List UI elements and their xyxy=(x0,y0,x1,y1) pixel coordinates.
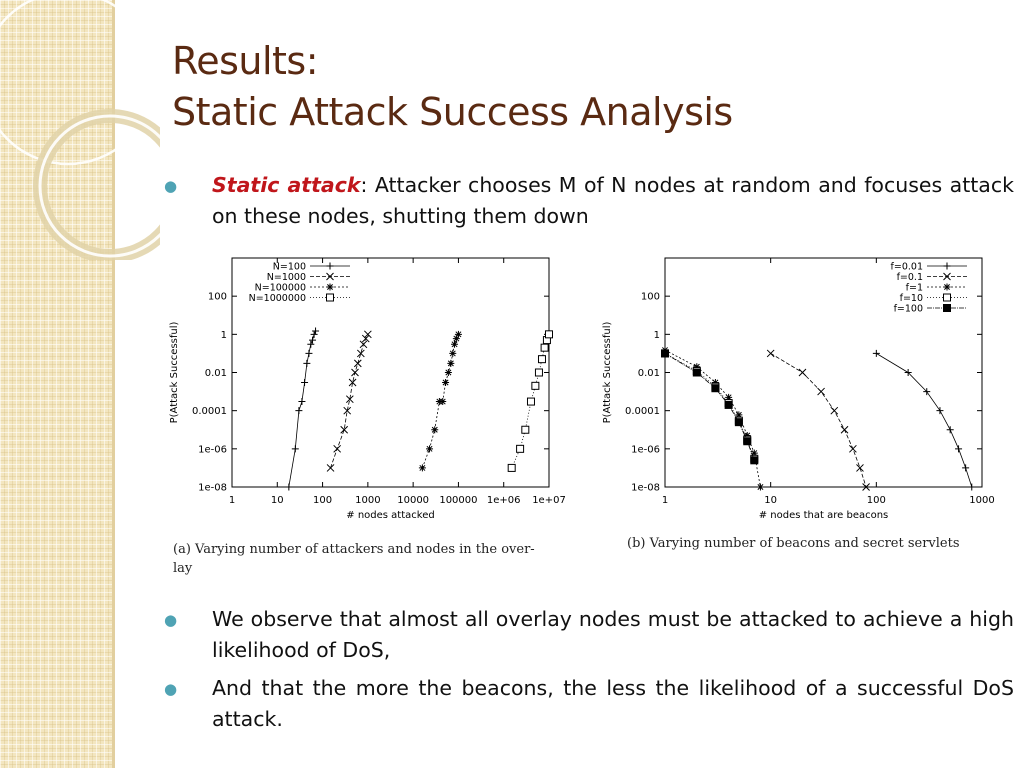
beacons-text: And that the more the beacons, the less the likelihood of a successful DoS attack. xyxy=(212,676,1014,731)
legend-label: f=100 xyxy=(893,303,923,315)
legend-marker xyxy=(944,294,951,301)
legend-marker xyxy=(944,305,951,312)
data-point xyxy=(538,356,545,363)
x-tick-label: 100 xyxy=(313,495,333,506)
chart-a-caption-line-2: lay xyxy=(173,561,193,576)
y-tick-label: 1e-08 xyxy=(631,482,660,494)
y-tick-label: 1 xyxy=(220,329,227,341)
chart-b-caption: (b) Varying number of beacons and secret servlets xyxy=(627,536,960,551)
data-point xyxy=(445,369,452,376)
y-axis-label: P(Attack Successful) xyxy=(169,321,180,424)
y-tick-label: 100 xyxy=(640,291,660,303)
y-tick-label: 1e-08 xyxy=(198,482,227,494)
chart-a xyxy=(169,258,566,521)
observation-text: We observe that almost all overlay nodes must be attacked to achieve a high likelihood of DoS, xyxy=(212,607,1014,662)
data-point xyxy=(735,419,742,426)
data-point xyxy=(517,445,524,452)
x-tick-label: 1000 xyxy=(969,495,995,506)
title-line-1: Results: xyxy=(172,39,319,83)
data-point xyxy=(751,457,758,464)
chart-b xyxy=(602,258,995,521)
x-tick-label: 10 xyxy=(270,495,284,506)
decorative-circles xyxy=(0,0,160,260)
data-point xyxy=(449,350,456,357)
data-point xyxy=(419,464,426,471)
data-point xyxy=(725,401,732,408)
plot-frame xyxy=(665,258,982,487)
y-tick-label: 0.0001 xyxy=(192,406,227,418)
data-point xyxy=(541,344,548,351)
data-point xyxy=(447,360,454,367)
deco-circle-ring-highlight xyxy=(40,116,160,256)
legend-label: N=1000 xyxy=(266,272,306,283)
y-tick-label: 0.0001 xyxy=(625,406,660,418)
legend-label: f=0.01 xyxy=(890,261,923,273)
bullet-dot-icon: ● xyxy=(164,177,178,195)
legend-marker xyxy=(944,284,951,291)
legend-label: f=0.1 xyxy=(896,272,923,283)
y-tick-label: 1 xyxy=(653,329,660,341)
data-point xyxy=(451,341,458,348)
y-axis-label: P(Attack Successful) xyxy=(602,321,613,424)
title-line-2: Static Attack Success Analysis xyxy=(172,90,733,134)
legend-marker xyxy=(327,294,334,301)
y-tick-label: 100 xyxy=(207,291,227,303)
x-tick-label: 10 xyxy=(764,495,778,506)
x-tick-label: 1 xyxy=(228,495,236,506)
data-point xyxy=(744,438,751,445)
data-point xyxy=(693,369,700,376)
data-point xyxy=(535,369,542,376)
data-point xyxy=(712,385,719,392)
deco-circle-large xyxy=(0,0,154,164)
bullet-dot-icon: ● xyxy=(164,680,178,698)
bullet-static-attack xyxy=(164,170,1014,232)
x-tick-label: 1e+06 xyxy=(486,495,521,506)
bullet-beacons xyxy=(164,673,1014,735)
data-point xyxy=(757,484,764,491)
static-attack-term: Static attack xyxy=(212,173,361,197)
chart-a-caption xyxy=(173,540,553,578)
bullet-observation xyxy=(164,604,1014,666)
bullet-dot-icon: ● xyxy=(164,611,178,629)
x-tick-label: 100 xyxy=(866,495,886,506)
data-point xyxy=(455,331,462,338)
static-attack-description: : Attacker chooses M of N nodes at random and focuses attack on these nodes, shutting them down xyxy=(212,173,1014,228)
y-tick-label: 1e-06 xyxy=(198,444,227,456)
x-axis-label: # nodes that are beacons xyxy=(758,510,889,521)
x-tick-label: 10000 xyxy=(397,495,430,506)
page-title xyxy=(172,36,733,138)
data-point xyxy=(546,331,553,338)
data-point xyxy=(662,350,669,357)
data-point xyxy=(426,445,433,452)
x-axis-label: # nodes attacked xyxy=(346,510,435,521)
x-tick-label: 100000 xyxy=(439,495,478,506)
x-tick-label: 1 xyxy=(661,495,669,506)
y-tick-label: 1e-06 xyxy=(631,444,660,456)
data-point xyxy=(442,379,449,386)
data-point xyxy=(522,426,529,433)
legend-label: f=1 xyxy=(905,282,923,294)
data-point xyxy=(431,426,438,433)
legend-label: N=1000000 xyxy=(248,293,306,304)
x-tick-label: 1000 xyxy=(355,495,381,506)
chart-a-caption-line-1: (a) Varying number of attackers and nodes in the over- xyxy=(173,542,535,557)
data-point xyxy=(439,398,446,405)
legend-label: N=100000 xyxy=(254,282,306,294)
x-tick-label: 1e+07 xyxy=(532,495,566,506)
data-point xyxy=(527,398,534,405)
y-tick-label: 0.01 xyxy=(204,368,227,379)
legend-label: N=100 xyxy=(272,261,306,273)
data-point xyxy=(508,464,515,471)
legend-label: f=10 xyxy=(899,293,923,304)
legend-marker xyxy=(327,284,334,291)
y-tick-label: 0.01 xyxy=(637,368,660,379)
data-point xyxy=(532,382,539,389)
charts-figure xyxy=(160,250,1000,540)
